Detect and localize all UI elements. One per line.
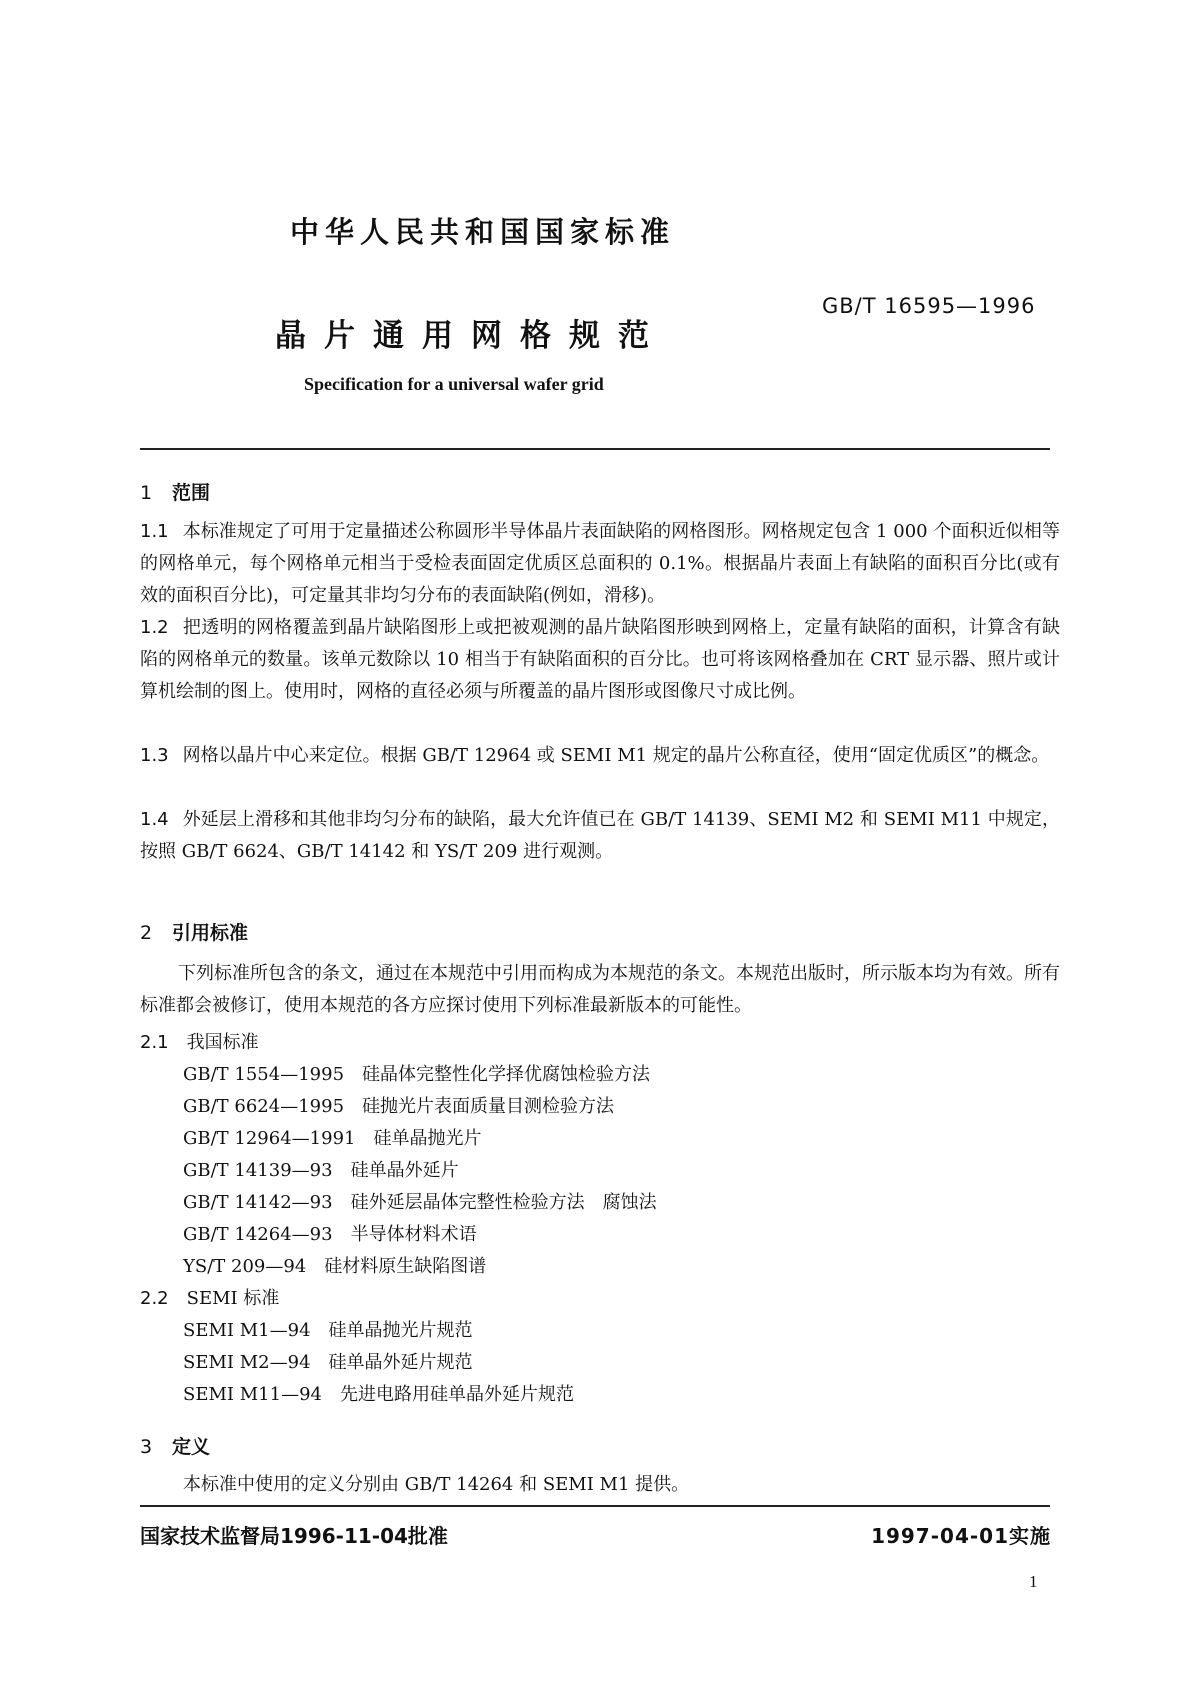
clause-number: 1.3 [140, 745, 169, 766]
clause-number: 1.2 [140, 617, 169, 638]
section-2-intro: 下列标准所包含的条文，通过在本规范中引用而构成为本规范的条文。本规范出版时，所示版本均为有效。所有标准都会被修订，使用本规范的各方应探讨使用下列标准最新版本的可能性。 [140, 963, 1060, 1016]
subsection-number: 2.1 [140, 1032, 169, 1053]
document-title-en: Specification for a universal wafer grid [304, 374, 604, 394]
national-standard-heading: 中华人民共和国国家标准 [290, 215, 676, 249]
standard-name: 硅单晶外延片 [350, 1160, 459, 1181]
section-3-heading [140, 1432, 210, 1459]
standard-name: 硅材料原生缺陷图谱 [324, 1256, 487, 1277]
standard-code: GB/T 12964—1991 [183, 1128, 356, 1149]
clause-number: 1.1 [140, 521, 169, 542]
section-title: 引用标准 [172, 922, 249, 944]
paragraph-1-4 [140, 804, 1060, 868]
section-1-heading [140, 478, 210, 505]
subsection-2-1-heading [140, 1028, 259, 1054]
section-title: 定义 [172, 1436, 211, 1458]
section-2-heading [140, 918, 248, 945]
standard-name: 先进电路用硅单晶外延片规范 [339, 1384, 574, 1405]
paragraph-1-2 [140, 612, 1060, 708]
standard-number: GB/T 16595—1996 [822, 294, 1036, 318]
standard-name: 半导体材料术语 [350, 1224, 477, 1245]
subsection-title: SEMI 标准 [186, 1288, 280, 1309]
paragraph-1-3 [140, 740, 1060, 772]
clause-number: 1.4 [140, 809, 169, 830]
standard-code: YS/T 209—94 [183, 1256, 307, 1277]
standard-code: GB/T 6624—1995 [183, 1096, 345, 1117]
standard-name: 硅外延层晶体完整性检验方法 腐蚀法 [350, 1192, 657, 1213]
standard-ref-item [183, 1316, 473, 1342]
standard-ref-item [183, 1348, 473, 1374]
paragraph-1-1 [140, 516, 1060, 612]
section-title: 范围 [172, 482, 211, 504]
clause-text: 本标准规定了可用于定量描述公称圆形半导体晶片表面缺陷的网格图形。网格规定包含 1 000 个面积近似相等的网格单元，每个网格单元相当于受检表面固定优质区总面积的 0.1%。根据晶片表面上有缺陷的面积百分比(或有效的面积百分比)，可定量其非均匀分布的表面缺陷(例如，滑移)。 [140, 521, 1060, 606]
standard-ref-item [183, 1156, 459, 1182]
standard-code: GB/T 14264—93 [183, 1224, 333, 1245]
standard-ref-item [183, 1188, 657, 1214]
standard-ref-item [183, 1380, 574, 1406]
section-number: 2 [140, 922, 153, 944]
standard-ref-item [183, 1124, 481, 1150]
effective-date: 1997-04-01实施 [871, 1524, 1051, 1548]
subsection-number: 2.2 [140, 1288, 169, 1309]
standard-code: SEMI M2—94 [183, 1352, 311, 1373]
standard-code: SEMI M11—94 [183, 1384, 322, 1405]
clause-text: 外延层上滑移和其他非均匀分布的缺陷，最大允许值已在 GB/T 14139、SEMI M2 和 SEMI M11 中规定，按照 GB/T 6624、GB/T 14142 和 YS/T 209 进行观测。 [140, 809, 1060, 862]
page-number: 1 [1029, 1572, 1038, 1591]
standard-name: 硅单晶抛光片规范 [328, 1320, 473, 1341]
section-number: 1 [140, 482, 153, 504]
clause-text: 网格以晶片中心来定位。根据 GB/T 12964 或 SEMI M1 规定的晶片公称直径，使用“固定优质区”的概念。 [182, 745, 1050, 766]
section-number: 3 [140, 1436, 153, 1458]
standard-ref-item [183, 1092, 614, 1118]
clause-text: 把透明的网格覆盖到晶片缺陷图形上或把被观测的晶片缺陷图形映到网格上，定量有缺陷的面积，计算含有缺陷的网格单元的数量。该单元数除以 10 相当于有缺陷面积的百分比。也可将该网格叠加在 CRT 显示器、照片或计算机绘制的图上。使用时，网格的直径必须与所覆盖的晶片图形或图像尺寸成比例。 [140, 617, 1060, 702]
standard-code: GB/T 14142—93 [183, 1192, 333, 1213]
header-divider [140, 448, 1050, 450]
standard-code: GB/T 14139—93 [183, 1160, 333, 1181]
standard-name: 硅抛光片表面质量目测检验方法 [362, 1096, 615, 1117]
approval-date: 国家技术监督局1996-11-04批准 [140, 1524, 448, 1548]
standard-name: 硅晶体完整性化学择优腐蚀检验方法 [362, 1064, 651, 1085]
standard-name: 硅单晶外延片规范 [328, 1352, 473, 1373]
standard-code: SEMI M1—94 [183, 1320, 311, 1341]
section-3-text: 本标准中使用的定义分别由 GB/T 14264 和 SEMI M1 提供。 [183, 1474, 690, 1495]
subsection-2-2-heading [140, 1284, 279, 1310]
subsection-title: 我国标准 [186, 1032, 259, 1053]
standard-ref-item [183, 1220, 477, 1246]
footer-divider [140, 1505, 1050, 1507]
standard-code: GB/T 1554—1995 [183, 1064, 345, 1085]
document-title-cn: 晶片通用网格规范 [275, 318, 667, 354]
standard-ref-item [183, 1252, 486, 1278]
standard-name: 硅单晶抛光片 [373, 1128, 482, 1149]
standard-ref-item [183, 1060, 650, 1086]
